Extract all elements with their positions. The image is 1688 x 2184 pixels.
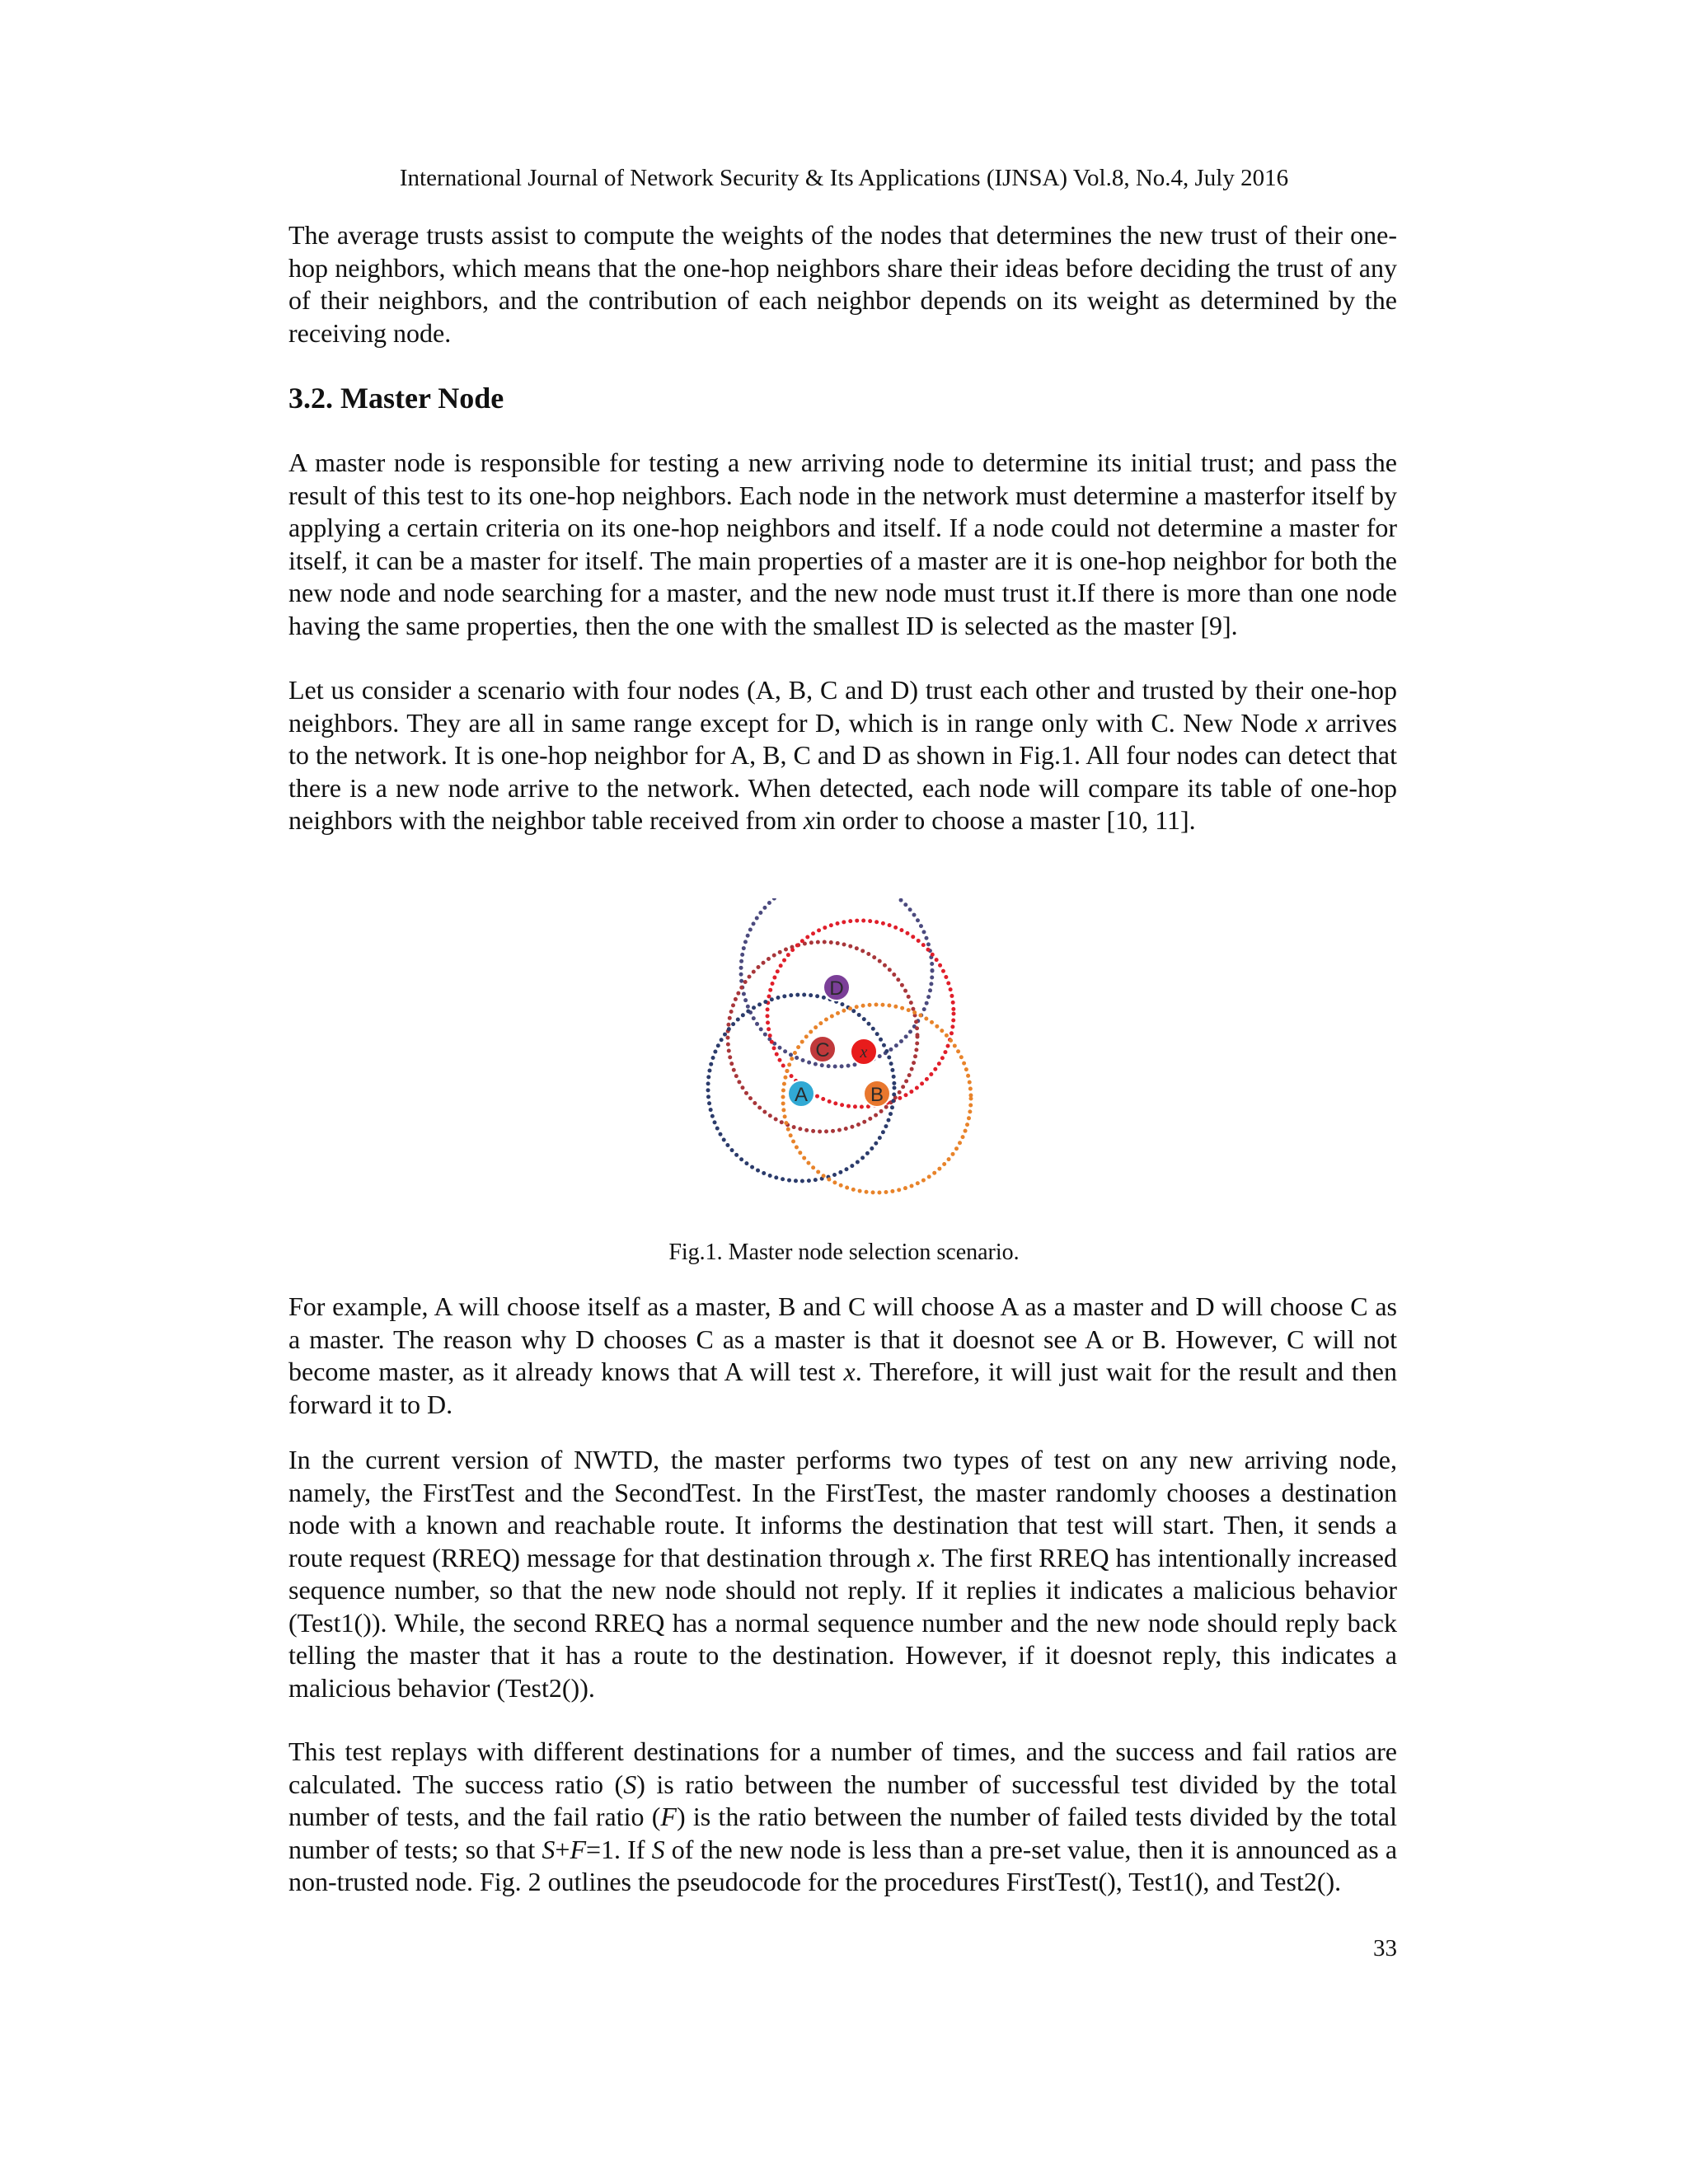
section-heading-master-node: 3.2. Master Node (288, 382, 504, 415)
node-d (823, 974, 850, 1001)
node-x-label: x (860, 1043, 868, 1062)
node-a-label: A (794, 1084, 809, 1106)
node-d-label: D (829, 977, 844, 1000)
node-b-label: B (870, 1084, 884, 1106)
figure-caption: Fig.1. Master node selection scenario. (668, 1240, 1020, 1265)
paragraph-master-node-definition: A master node is responsible for testing a new arriving node to determine its initial trust; and pass the result of this test to its one-hop neighbors. Each node in the network must determine a masterfor itself by applying a certain criteria on its one-hop neighbors and itself. If a node could not determine a master for itself, it can be a master for itself. The main properties of a master are it is one-hop neighbor for both the new node and node searching for a master, and the new node must trust it.If there is more than one node having the same properties, then the one with the smallest ID is selected as the master [9]. (288, 448, 1397, 640)
node-x (851, 1038, 877, 1065)
paragraph-example: For example, A will choose itself as a master, B and C will choose A as a master and D will choose C as a master. The reason why D chooses C as a master is that it doesnot see A or B. However, C will not become master, as it already knows that A will test x. Therefore, it will just wait for the result and then forward it to D. (288, 1291, 1398, 1419)
paragraph-scenario: Let us consider a scenario with four nodes (A, B, C and D) trust each other and trusted by their one-hop neighbors. They are all in same range except for D, which is in range only with C. New Node x arrives to the network. It is one-hop neighbor for A, B, C and D as shown in Fig.1. All four nodes can detect that there is a new node arrive to the network. When detected, each node will compare its table of one-hop neighbors with the neighbor table received from xin order to choose a master [10, 11]. (288, 675, 1398, 835)
node-c-label: C (815, 1039, 830, 1062)
paragraph-nwtd-tests: In the current version of NWTD, the master performs two types of test on any new arriving node, namely, the FirstTest and the SecondTest. In the FirstTest, the master randomly chooses a destination node with a known and reachable route. It informs the destination that test will start. Then, it sends a route request (RREQ) message for that destination through x. The first RREQ has intentionally increased sequence number, so that the new node should not reply. If it replies it indicates a malicious behavior (Test1()). While, the second RREQ has a normal sequence number and the new node should reply back telling the master that it has a route to the destination. However, if it doesnot reply, this indicates a malicious behavior (Test2()). (288, 1445, 1398, 1703)
page-number: 33 (1373, 1935, 1397, 1961)
node-b (864, 1080, 890, 1107)
node-a (788, 1080, 814, 1107)
journal-header: International Journal of Network Security & Its Applications (IJNSA) Vol.8, No.4, July 2016 (399, 165, 1289, 191)
paragraph-success-fail-ratio: This test replays with different destinations for a number of times, and the success and fail ratios are calculated. The success ratio (S) is ratio between the number of successful test divided by the total number of tests, and the fail ratio (F) is the ratio between the number of failed tests divided by the total number of tests; so that S+F=1. If S of the new node is less than a pre-set value, then it is announced as a non-trusted node. Fig. 2 outlines the pseudocode for the procedures FirstTest(), Test1(), and Test2(). (288, 1736, 1398, 1896)
paragraph-average-trusts: The average trusts assist to compute the weights of the nodes that determines the new trust of their one-hop neighbors, which means that the one-hop neighbors share their ideas before deciding the trust of any of their neighbors, and the contribution of each neighbor depends on its weight as determined by the receiving node. (288, 220, 1397, 348)
node-c (809, 1036, 836, 1062)
page-content-lower (288, 1291, 1397, 1899)
range-diagram (701, 898, 997, 1195)
page-content (288, 219, 1397, 837)
figure-master-node-scenario (701, 898, 997, 1195)
